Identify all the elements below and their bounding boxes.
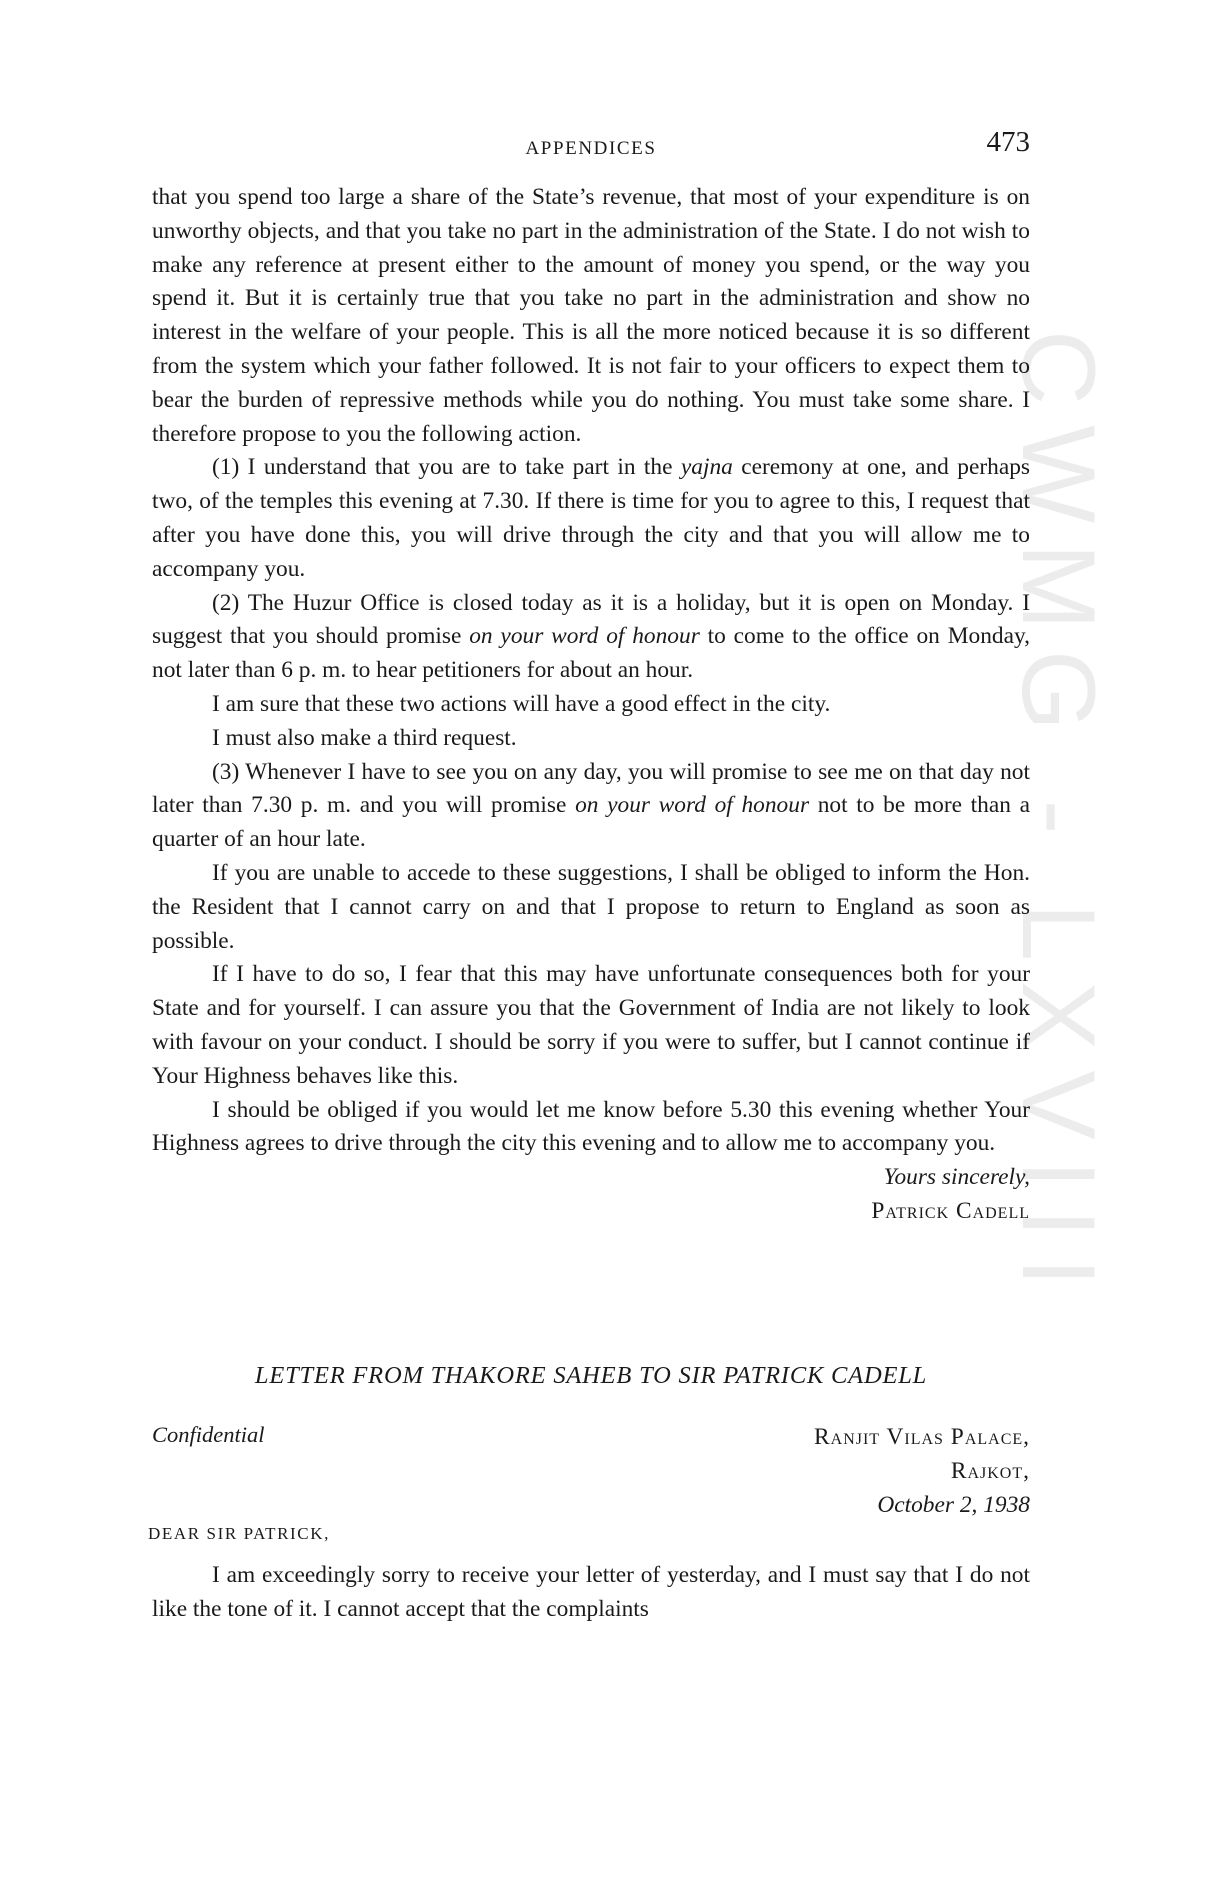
address-line: Ranjit Vilas Palace,: [814, 1424, 1030, 1450]
text-run: that you spend too large a share of the State’s revenue, that most of your expenditure is on unworthy objects, and that you take no part in the administration of the State. I do not wish to make any reference at present either to the amount of money you spend, or the way you spend it. But it is certainly true that you take no part in the administration and show no interest in the welfare of your people. This is all the more noticed because it is so different from the system which your father followed. It is not fair to your officers to expect them to bear the burden of repressive methods while you do nothing. You must take some share. I therefore propose to you the following action.: [152, 184, 1030, 447]
text-run: If you are unable to accede to these suggestions, I shall be obliged to inform the Hon. the Resident that I cannot carry on and that I propose to return to England as soon as possible.: [152, 859, 1030, 954]
paragraph: [152, 451, 1030, 586]
text-run: (1) I understand that you are to take part in the: [212, 454, 681, 481]
page-number: 473: [986, 126, 1030, 158]
text-run: If I have to do so, I fear that this may have unfortunate consequences both for your State and for yourself. I can assure you that the Government of India are not likely to look with favour on your conduct. I should be sorry if you were to suffer, but I cannot continue if Your Highness behaves like this.: [152, 961, 1030, 1089]
text-run: I must also make a third request.: [212, 724, 517, 751]
italic-text: on your word of honour: [575, 792, 810, 819]
letter-body-second: [152, 1558, 1030, 1626]
text-run: (3) Whenever I have to see you on any day, you will promise to see me on that day not later than 7.30 p. m. and you will promise: [152, 758, 1030, 819]
paragraph: I am exceedingly sorry to receive your letter of yesterday, and I must say that I do not like the tone of it. I cannot accept that the complaints: [152, 1562, 1030, 1622]
signature-closing: Yours sincerely,: [883, 1164, 1030, 1191]
running-head: APPENDICES: [525, 138, 657, 159]
paragraph: [152, 958, 1030, 1093]
confidential-label: Confidential: [152, 1422, 265, 1447]
text-run: (2) The Huzur Office is closed today as it is a holiday, but it is open on Monday. I suggest that you should promise: [152, 589, 1030, 650]
letter-date: October 2, 1938: [877, 1492, 1030, 1518]
italic-text: yajna: [680, 454, 733, 481]
text-run: I should be obliged if you would let me know before 5.30 this evening whether Your Highness agrees to drive through the city this evening and to allow me to accompany you.: [152, 1096, 1030, 1157]
paragraph: [152, 688, 1030, 722]
section-title: LETTER FROM THAKORE SAHEB TO SIR PATRICK CADELL: [254, 1362, 928, 1389]
paragraph: [152, 756, 1030, 857]
italic-text: on your word of honour: [469, 623, 700, 650]
paragraph: [152, 587, 1030, 688]
salutation: DEAR SIR PATRICK,: [148, 1524, 330, 1543]
text-run: not to be more than a quarter of an hour late.: [152, 792, 1030, 853]
text-run: I am sure that these two actions will have a good effect in the city.: [212, 690, 831, 717]
watermark: CWMG - LXVIII: [1000, 330, 1116, 1307]
signature-name: Patrick Cadell: [871, 1197, 1030, 1224]
address-line: Rajkot,: [950, 1458, 1030, 1484]
paragraph: [152, 857, 1030, 958]
page-header: [152, 124, 1030, 164]
text-run: to come to the office on Monday, not later than 6 p. m. to hear petitioners for about an hour.: [152, 623, 1030, 684]
paragraph: [152, 1094, 1030, 1162]
letter-body-first: [152, 181, 1030, 1229]
sender-address: [814, 1420, 1030, 1522]
text-run: ceremony at one, and perhaps two, of the temples this evening at 7.30. If there is time for you to agree to this, I request that after you have done this, you will drive through the city and that you will allow me to accompany you.: [152, 454, 1030, 582]
paragraph: [152, 722, 1030, 756]
paragraph: [152, 181, 1030, 451]
